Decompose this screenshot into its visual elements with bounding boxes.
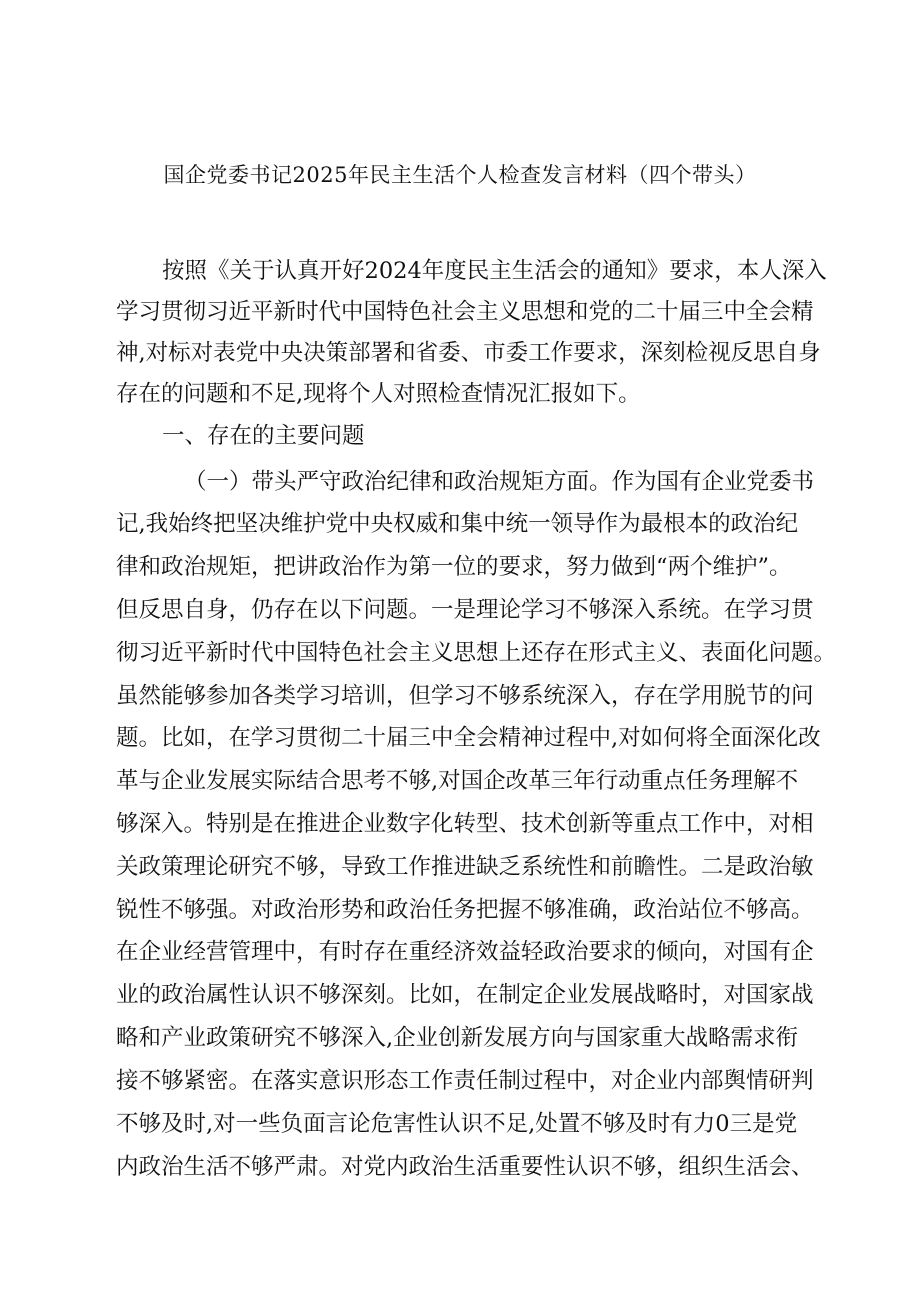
document-title: 国企党委书记2025年民主生活个人检查发言材料（四个带头）: [163, 163, 757, 187]
body-line: 内政治生活不够严肃。对党内政治生活重要性认识不够，组织生活会、: [116, 1154, 814, 1180]
body-line: 接不够紧密。在落实意识形态工作责任制过程中，对企业内部舆情研判: [116, 1068, 814, 1094]
body-line: 不够及时,对一些负面言论危害性认识不足,处置不够及时有力0三是党: [116, 1111, 798, 1137]
body-line: 锐性不够强。对政治形势和政治任务把握不够准确，政治站位不够高。: [116, 897, 814, 923]
body-line: （一）带头严守政治纪律和政治规矩方面。作为国有企业党委书: [184, 469, 815, 495]
body-line: 存在的问题和不足,现将个人对照检查情况汇报如下。: [116, 381, 641, 407]
body-line: 律和政治规矩，把讲政治作为第一位的要求，努力做到“两个维护”。: [116, 554, 792, 580]
body-line: 按照《关于认真开好2024年度民主生活会的通知》要求，本人深入: [162, 258, 827, 284]
body-line: 记,我始终把坚决维护党中央权威和集中统一领导作为最根本的政治纪: [116, 511, 799, 537]
body-line: 关政策理论研究不够，导致工作推进缺乏系统性和前瞻性。二是政治敏: [116, 854, 814, 880]
body-line: 在企业经营管理中，有时存在重经济效益轻政治要求的倾向，对国有企: [116, 939, 814, 965]
body-line: 略和产业政策研究不够深入,企业创新发展方向与国家重大战略需求衔: [116, 1025, 799, 1051]
body-line: 革与企业发展实际结合思考不够,对国企改革三年行动重点任务理解不: [116, 768, 799, 794]
body-line: 但反思自身，仍存在以下问题。一是理论学习不够深入系统。在学习贯: [116, 597, 814, 623]
body-line: 学习贯彻习近平新时代中国特色社会主义思想和党的二十届三中全会精: [116, 299, 814, 325]
section-heading: 一、存在的主要问题: [162, 423, 365, 449]
body-line: 够深入。特别是在推进企业数字化转型、技术创新等重点工作中，对相: [116, 811, 814, 837]
body-line: 题。比如，在学习贯彻二十届三中全会精神过程中,对如何将全面深化改: [116, 725, 821, 751]
body-line: 彻习近平新时代中国特色社会主义思想上还存在形式主义、表面化问题。: [116, 640, 837, 666]
body-line: 虽然能够参加各类学习培训，但学习不够系统深入，存在学用脱节的问: [116, 683, 814, 709]
body-line: 神,对标对表党中央决策部署和省委、市委工作要求，深刻检视反思自身: [116, 340, 821, 366]
body-line: 业的政治属性认识不够深刻。比如，在制定企业发展战略时，对国家战: [116, 982, 814, 1008]
